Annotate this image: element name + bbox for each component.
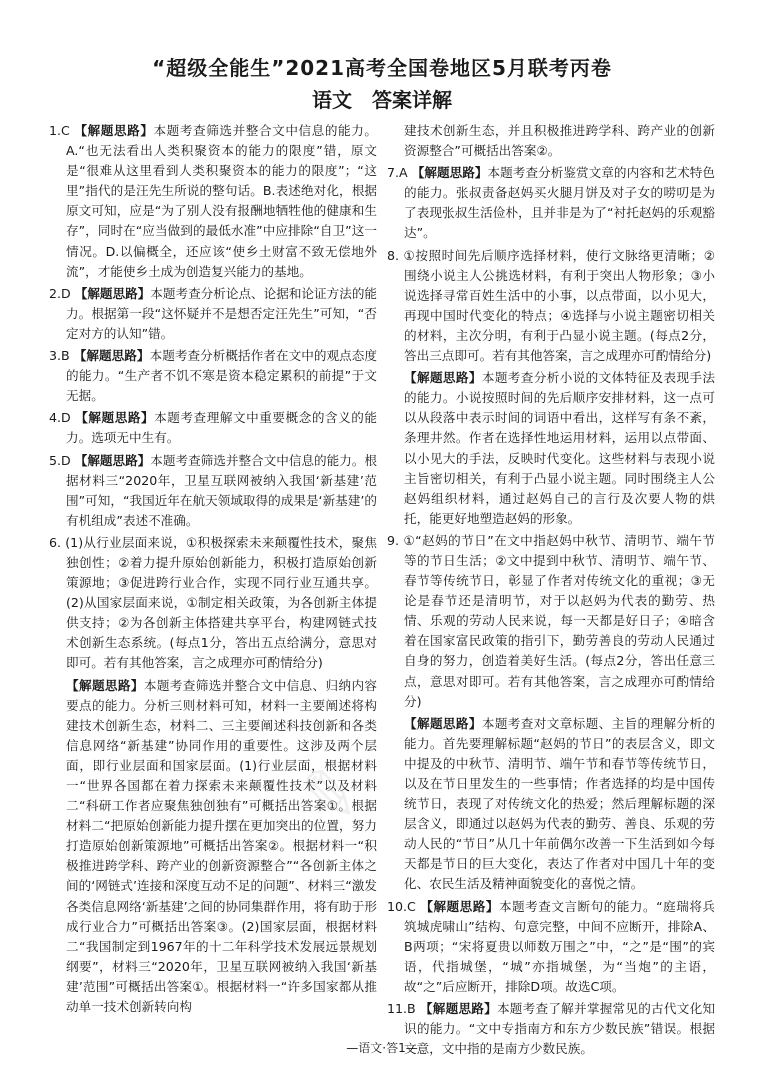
- answer-text: 本题考查分析小说的文体特征及表现手法的能力。小说按照时间的先后顺序安排材料，这一点可以从段落中表示时间的词语中看出，这样写有条不紊，条理井然。作者在选择性地运用材料，运用以点带面、以小见大的手法，反映时代变化。这些材料与表现小说主旨密切相关，有利于凸显小说主题。同时围绕主人公赵妈组织材料，通过赵妈自己的言行及次要人物的烘托，能更好地塑造赵妈的形象。: [404, 370, 716, 526]
- solution-tag: 【解题思路】: [73, 348, 150, 364]
- answer-text: 本题考查筛选并整合文中信息的能力。A.“也无法看出人类积聚资本的能力的限度”错，原文是“很难从这里看到人类积聚资本的能力的限度”；“这里”指代的是汪先生所说的整句话。B.表述绝对化，根据原文可知，应是“为了别人没有报酬地牺牲他的健康和生存”，同时在“应当做到的最低水准”中应排除“自卫”这一情况。D.以偏概全，还应该“使乡土财富不致无偿地外流”，才能使乡土成为创造复兴能力的基地。: [66, 123, 378, 279]
- answer-item: [387, 121, 715, 161]
- solution-tag: 【解题思路】: [66, 677, 144, 693]
- answer-item: [49, 451, 377, 531]
- page-subtitle: 语文 答案详解: [312, 88, 452, 112]
- question-number: 10.C: [387, 898, 421, 914]
- answer-item: [387, 714, 715, 895]
- watermark-logo: ✎: [300, 755, 359, 837]
- answer-item: [387, 531, 715, 712]
- question-number: 4.D: [49, 410, 76, 426]
- answer-item: [387, 897, 715, 997]
- answer-text: (1)从行业层面来说，①积极探索未来颠覆性技术，聚焦独创性；②着力提升原始创新能力，积极打造原始创新策源地；③促进跨行业合作，实现不同行业互通共享。(2)从国家层面来说，①制定相关政策，为各创新主体提供支持；②为各创新主体搭建共享平台，构建网链式技术创新生态系统。(每点1分，答出五点给满分，意思对即可。若有其他答案，言之成理亦可酌情给分): [65, 534, 377, 671]
- solution-tag: 【解题思路】: [420, 898, 499, 914]
- answer-text: 本题考查筛选并整合文中信息的能力。根据材料三“2020年，卫星互联网被纳入我国‘新基建’范围”可知，“我国近年在航天领域取得的成果是‘新基建’的有机组成”表述不准确。: [66, 452, 378, 528]
- question-number: 7.A: [387, 165, 412, 181]
- solution-tag: 【解题思路】: [404, 715, 482, 731]
- answer-item: [49, 284, 377, 344]
- question-number: 8.: [387, 247, 404, 263]
- question-number: 3.B: [49, 348, 74, 364]
- solution-tag: 【解题思路】: [404, 370, 482, 386]
- answer-text: 本题考查分析论点、论据和论证方法的能力。根据第一段“这怀疑并不是想否定汪先生”可知，“否定对方的认知”错。: [66, 285, 378, 341]
- answer-item: [387, 163, 715, 243]
- answer-item: [49, 121, 377, 282]
- answer-text: ①按照时间先后顺序选择材料，使行文脉络更清晰；②围绕小说主人公挑选材料，有利于突出人物形象；③小说选择寻常百姓生活中的小事，以点带面，以小见大，再现中国时代变化的特点；④选择与小说主题密切相关的材料，主次分明，有利于凸显小说主题。(每点2分，答出三点即可。若有其他答案，言之成理亦可酌情给分): [403, 247, 715, 364]
- question-number: 6.: [49, 534, 66, 550]
- answer-text: 本题考查理解文中重要概念的含义的能力。选项无中生有。: [66, 410, 378, 446]
- answer-text: 本题考查分析鉴赏文章的内容和艺术特色的能力。张叔责备赵妈买火腿月饼及对子女的唠叨是为了表现张叔生活俭朴，且并非是为了“衬托赵妈的乐观豁达”。: [404, 165, 716, 241]
- solution-tag: 【解题思路】: [411, 165, 488, 181]
- answer-text: 本题考查分析概括作者在文中的观点态度的能力。“生产者不饥不寒是资本稳定累积的前提”于文无据。: [66, 348, 378, 404]
- answer-text: 本题考查了解并掌握常见的古代文化知识的能力。“文中专指南方和东方少数民族”错误。根据文意，文中指的是南方少数民族。: [404, 1001, 716, 1057]
- answer-item: [49, 346, 377, 406]
- question-number: 11.B: [387, 1001, 420, 1017]
- answer-text: 本题考查对文章标题、主旨的理解分析的能力。首先要理解标题“赵妈的节日”的表层含义，即文中提及的中秋节、清明节、端午节和春节等传统节日，以及在节日里发生的一些事情；作者选择的均是中国传统节日，表现了对传统文化的热爱；然后理解标题的深层含义，即通过以赵妈为代表的勤劳、善良、乐观的劳动人民的“节日”从几十年前偶尔改善一下生活到如今每天都是节日的巨大变化，表达了作者对中国几十年的变化、农民生活及精神面貌变化的喜悦之情。: [404, 715, 716, 892]
- answer-text: 本题考查文言断句的能力。“庭瑞将兵筑城虎啸山”结构、句意完整，中间不应断开，排除A、B两项；“宋将夏贵以师数万围之”中，“之”是“围”的宾语，代指城堡，“城”亦指城堡，为“当炮”的主语，故“之”后应断开，排除D项。故选C项。: [404, 898, 716, 994]
- solution-tag: 【解题思路】: [74, 285, 151, 301]
- question-number: 1.C: [49, 123, 75, 138]
- answer-item: [49, 408, 377, 448]
- answer-item: [49, 533, 377, 674]
- solution-tag: 【解题思路】: [419, 1001, 497, 1017]
- answer-text: 建技术创新生态，并且积极推进跨学科、跨产业的创新资源整合”可概括出答案②。: [404, 123, 715, 159]
- solution-tag: 【解题思路】: [75, 410, 155, 426]
- answer-item: [387, 368, 715, 529]
- answer-text: ①“赵妈的节日”在文中指赵妈中秋节、清明节、端午节等的节日生活；②文中提到中秋节、清明节、端午节、春节等传统节日，彰显了作者对传统文化的重视；③无论是春节还是清明节，对于以赵妈为代表的勤劳、热情、乐观的劳动人民来说，每一天都是好日子；④暗含着在国家富民政策的指引下，勤劳善良的劳动人民通过自身的努力，创造着美好生活。(每点2分，答出任意三点，意思对即可。若有其他答案，言之成理亦可酌情给分): [403, 532, 715, 709]
- page-title: “超级全能生”2021高考全国卷地区5月联考丙卷: [152, 56, 612, 80]
- question-number: 5.D: [49, 452, 75, 468]
- solution-tag: 【解题思路】: [74, 123, 154, 138]
- question-number: 2.D: [49, 285, 75, 301]
- page-footer: —语文·答1—: [346, 1041, 418, 1055]
- solution-tag: 【解题思路】: [74, 452, 151, 468]
- answer-item: [387, 246, 715, 367]
- answer-text: 本题考查筛选并整合文中信息、归纳内容要点的能力。分析三则材料可知，材料一主要阐述将构建技术创新生态，材料二、三主要阐述科技创新和各类信息网络“新基建”协同作用的重要性。这涉及两个层面，即行业层面和国家层面。(1)行业层面，根据材料一“世界各国都在着力探索未来颠覆性技术”以及材料二“科研工作者应聚焦独创独有”可概括出答案①。根据材料二“把原始创新能力提升摆在更加突出的位置，努力打造原始创新策源地”可概括出答案②。根据材料一“积极推进跨学科、跨产业的创新资源整合”“各创新主体之间的‘网链式’连接和深度互动不足的问题”、材料三“激发各类信息网络‘新基建’之间的协同集群作用，将有助于形成行业合力”可概括出答案③。(2)国家层面，根据材料二“我国制定到1967年的十二年科学技术发展远景规划纲要”，材料三“2020年，卫星互联网被纳入我国‘新基建’范围”可概括出答案①。根据材料一“许多国家都从推动单一技术创新转向构: [66, 677, 378, 1015]
- question-number: 9.: [387, 532, 404, 548]
- right-column: [387, 121, 716, 1057]
- left-column: [49, 121, 377, 1021]
